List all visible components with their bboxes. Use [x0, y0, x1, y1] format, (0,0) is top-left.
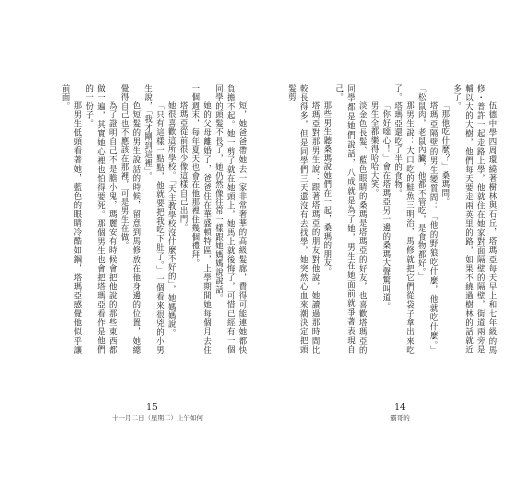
paragraph: 「那他吃什麼？」桑瑪問。: [440, 100, 451, 206]
paragraph: 她的父母離婚了，爸爸住在華盛頓特區，上學期間她每個月去住一個週末，每年夏天也會在他那裡住幾個禮拜。: [190, 84, 213, 354]
paragraph: 短，她爸爸帶她去一家非常奢華的高級髮廊，費得可能連她都快負擔不起。她一剪了就在她頭上，她馬上就後悔了，可惜已經有一個同學的頭髮不長了，她仍然像往常一樣跟她媽媽說說話。: [214, 84, 248, 354]
right-page: [272, 84, 498, 354]
paragraph: 淡金色長髮、藍色眼睛的桑瑪是塔瑪亞的好友，也喜歡塔瑪亞的同學都是她們說話，八成就是為了她，男生在她面前就爭著表現自己。: [334, 84, 369, 354]
paragraph: 那些男生聽桑瑪說她們在一起，桑瑪的朋友。: [322, 100, 333, 276]
paragraph: 那男生說：大口吃的鮭魚三明治，馬修就把它們從袋子拿出來吃了。塔瑪亞還吃了半的食物。: [393, 84, 416, 354]
paragraph: 她很喜歡這所學校。「天主教學校沒什麼不好的」，她媽媽說。: [167, 100, 178, 338]
paragraph: 為了證明自己不是膽小鬼，瑪麗安有時候會把他說的那些東西都做一遍，其實她心裡也怕得要死。那個男生也會把塔瑪亞看作是他們的一份子。: [84, 84, 119, 354]
paragraph: 「你好噁心！」會在塔瑪亞另一邊的桑瑪大聲驚叫道。: [381, 100, 392, 311]
left-page: [20, 84, 248, 354]
paragraph: 色短髮的男生說話的時候，留意到馬修放在他身邊的位置，她總覺得自己也不應該在那裡，可是男生在做。: [120, 84, 142, 354]
paragraph: 塔瑪亞隔壁的男生變質問：「他的野狼吃什麼，他就吃什麼。」「松鼠肉，老鼠內臟，他都不管吃，是食物都好。」: [417, 84, 440, 354]
paragraph: 塔瑪亞對那男生說：跟著塔瑪亞的朋友對他說，她讀過那時間比較長得多，但是同學們三天還沒有去找學，她突然心血來潮決定把頭髮剪: [287, 84, 322, 354]
paragraph: 塔瑪亞從前很少像這樣自己出門。: [179, 100, 190, 232]
running-head: 霸哥的: [390, 414, 410, 422]
right-folio: [355, 403, 445, 423]
left-page-text: [20, 84, 248, 354]
running-head: 十一月二日（星期二）上午如何: [112, 414, 203, 422]
page-number: 15: [146, 403, 158, 413]
left-folio: [112, 403, 203, 423]
right-page-text: [272, 84, 498, 354]
paragraph: 伍德中學四周環繞著樹林與石丘，塔瑪亞每天早上和七年級的馬修・普許一起走路上學，他就住在她家對面隔壁的隔壁，街道兩旁是輔以大的大樹，他們每天要走兩英里的路，如果不繞過樹林的話就近多了。: [452, 84, 498, 354]
page-number: 14: [394, 403, 406, 413]
paragraph: 「只有這樣一點點，他就要把我吃下肚了。」一個看來很兇的小男生說，「我才剛到這裡」。: [143, 84, 166, 354]
paragraph: 男生全都樂得哈哈大笑。: [370, 100, 381, 197]
paragraph: 那男生低頭看著她，藍色的眼睛冷酷如鋼，塔瑪亞感覺他似乎讓前面。: [61, 84, 83, 354]
